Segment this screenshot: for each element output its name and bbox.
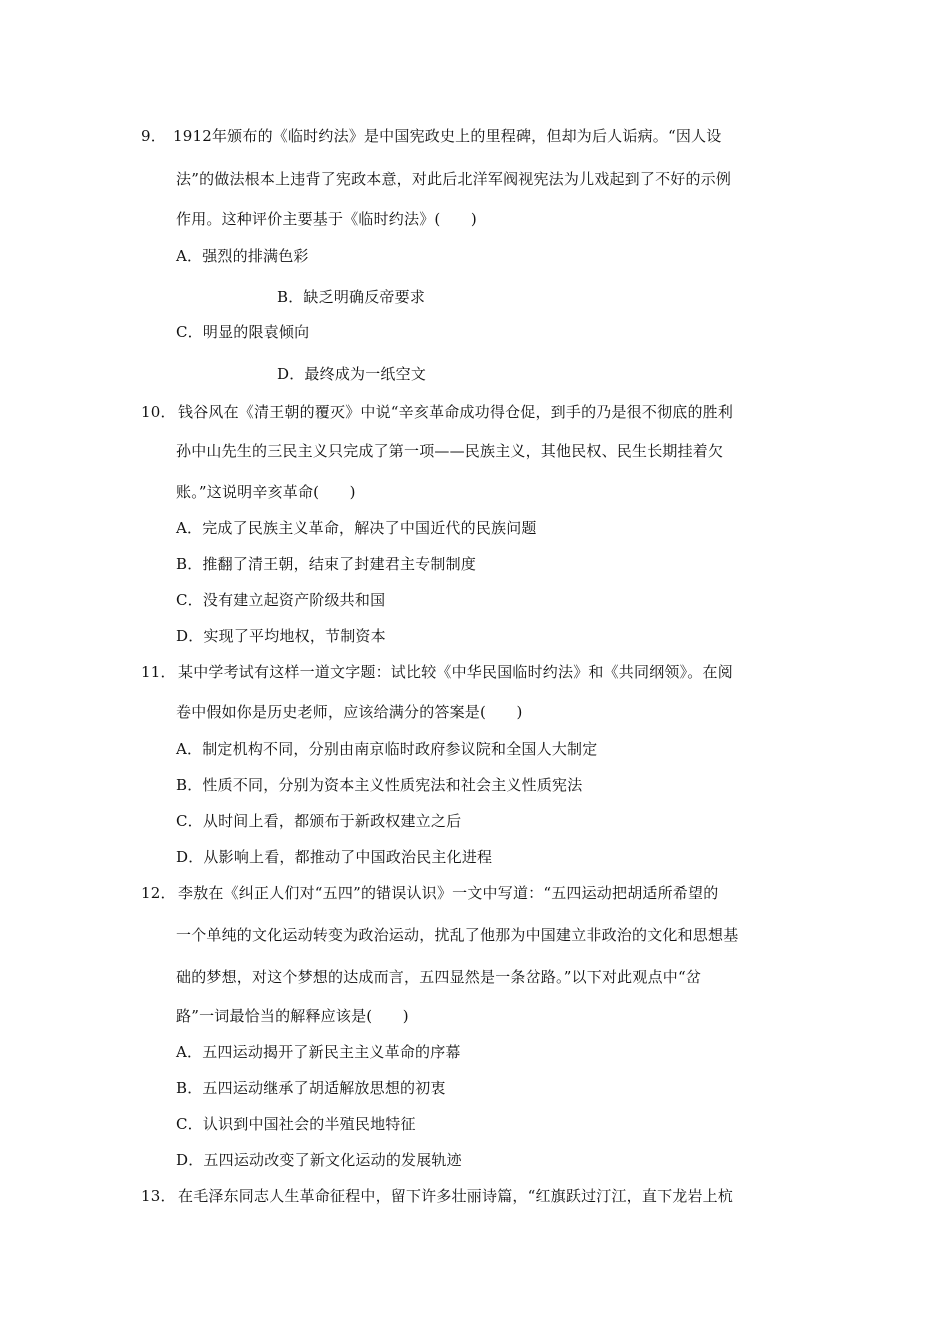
option-a: A．完成了民族主义革命，解决了中国近代的民族问题 <box>176 519 537 537</box>
question-text-line: 一个单纯的文化运动转变为政治运动，扰乱了他那为中国建立非政治的文化和思想基 <box>176 926 739 944</box>
question-number: 11． <box>141 663 176 681</box>
option-a: A．制定机构不同，分别由南京临时政府参议院和全国人大制定 <box>176 740 598 758</box>
question-text-line: 在毛泽东同志人生革命征程中，留下许多壮丽诗篇，“红旗跃过汀江，直下龙岩上杭 <box>178 1187 734 1205</box>
option-b: B．推翻了清王朝，结束了封建君主专制制度 <box>176 555 477 573</box>
question-text-line: 础的梦想，对这个梦想的达成而言，五四显然是一条岔路。”以下对此观点中“岔 <box>176 968 702 986</box>
option-b: B．性质不同，分别为资本主义性质宪法和社会主义性质宪法 <box>176 776 583 794</box>
question-number: 9． <box>141 127 166 145</box>
question-text-line: 某中学考试有这样一道文字题：试比较《中华民国临时约法》和《共同纲领》。在阅 <box>178 663 733 681</box>
question-text-line: 李敖在《纠正人们对“五四”的错误认识》一文中写道：“五四运动把胡适所希望的 <box>178 884 719 902</box>
option-a: A．五四运动揭开了新民主主义革命的序幕 <box>176 1043 461 1061</box>
option-b: B．五四运动继承了胡适解放思想的初衷 <box>176 1079 446 1097</box>
question-text-line: 孙中山先生的三民主义只完成了第一项——民族主义，其他民权、民生长期挂着欠 <box>176 442 724 460</box>
option-a: A．强烈的排满色彩 <box>176 247 309 265</box>
question-text-line: 作用。这种评价主要基于《临时约法》( ) <box>176 210 477 228</box>
question-number: 12． <box>141 884 176 902</box>
option-d: D．从影响上看，都推动了中国政治民主化进程 <box>176 848 493 866</box>
option-c: C．从时间上看，都颁布于新政权建立之后 <box>176 812 462 830</box>
option-c: C．明显的限袁倾向 <box>176 323 310 341</box>
question-number: 13． <box>141 1187 176 1205</box>
question-number: 10． <box>141 403 176 421</box>
option-c: C．没有建立起资产阶级共和国 <box>176 591 386 609</box>
option-d: D．最终成为一纸空文 <box>277 365 427 383</box>
question-text-line: 1912年颁布的《临时约法》是中国宪政史上的里程碑，但却为后人诟病。“因人设 <box>173 127 722 145</box>
question-text-line: 卷中假如你是历史老师，应该给满分的答案是( ) <box>176 703 523 721</box>
question-text-line: 账。”这说明辛亥革命( ) <box>176 483 356 501</box>
question-text-line: 钱谷风在《清王朝的覆灭》中说“辛亥革命成功得仓促，到手的乃是很不彻底的胜利 <box>178 403 734 421</box>
question-text-line: 路”一词最恰当的解释应该是( ) <box>176 1007 409 1025</box>
option-b: B．缺乏明确反帝要求 <box>277 288 426 306</box>
question-text-line: 法”的做法根本上违背了宪政本意，对此后北洋军阀视宪法为儿戏起到了不好的示例 <box>176 170 732 188</box>
option-d: D．实现了平均地权，节制资本 <box>176 627 386 645</box>
option-c: C．认识到中国社会的半殖民地特征 <box>176 1115 416 1133</box>
option-d: D．五四运动改变了新文化运动的发展轨迹 <box>176 1151 462 1169</box>
